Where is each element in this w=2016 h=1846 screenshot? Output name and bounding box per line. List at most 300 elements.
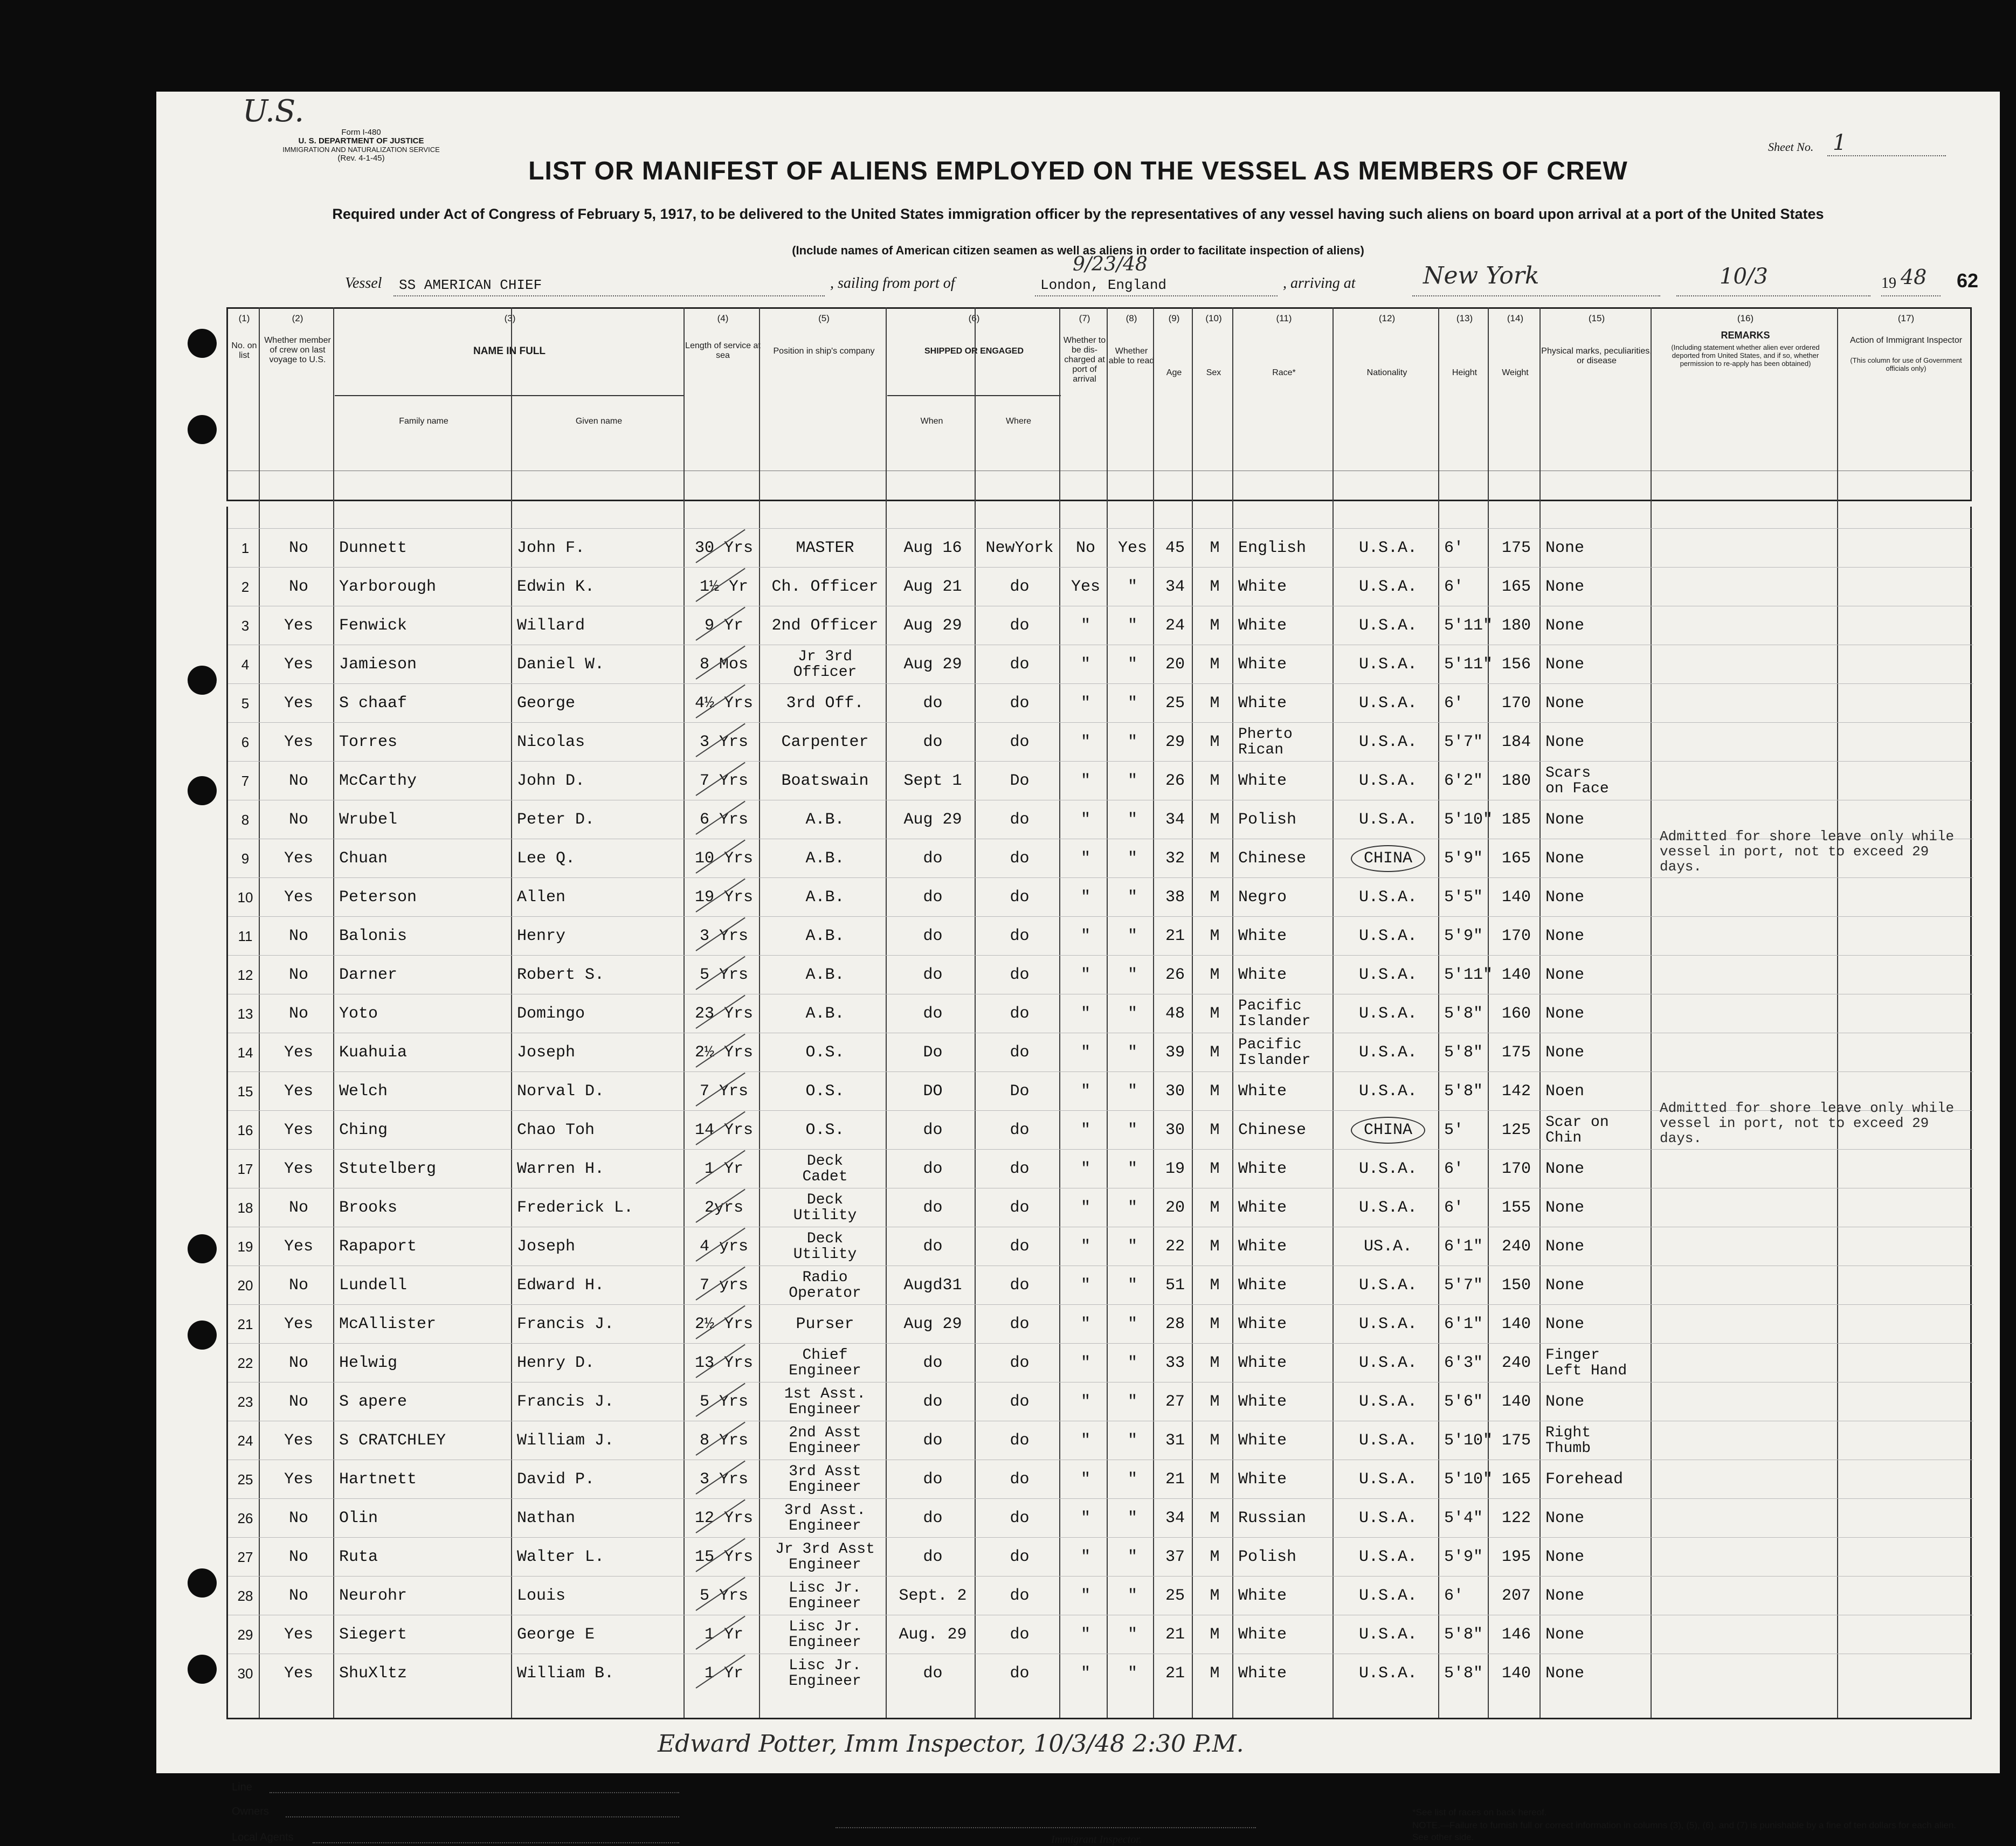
cell-no: 11	[238, 928, 253, 944]
arriving-label: , arriving at	[1283, 275, 1356, 292]
cell-marks-line: Finger	[1545, 1347, 1600, 1364]
cell-race-line: White	[1238, 1199, 1287, 1217]
cell-discharge: "	[1080, 927, 1090, 945]
header-rule	[887, 395, 1061, 396]
cell-given: Lee Q.	[517, 849, 576, 868]
cell-weight: 150	[1501, 1276, 1531, 1295]
cell-sex: M	[1210, 1432, 1220, 1450]
cell-height: 6'2"	[1444, 772, 1483, 790]
cell-weight: 185	[1501, 811, 1531, 829]
cell-race-line: White	[1238, 617, 1287, 635]
cell-when: do	[923, 1121, 943, 1139]
cell-length: 15 Yrs	[694, 1548, 754, 1566]
cell-read: "	[1127, 1626, 1137, 1644]
cell-when: Aug 21	[903, 578, 962, 596]
cell-height: 5'7"	[1444, 1276, 1483, 1295]
cell-length: 2½ Yrs	[694, 1315, 754, 1333]
cell-race-line: White	[1238, 1587, 1287, 1605]
cell-position	[765, 1188, 885, 1227]
cell-height: 5'8"	[1444, 1626, 1483, 1644]
cell-length: 6 Yrs	[699, 811, 748, 829]
cell-position	[765, 1421, 885, 1460]
cell-read: "	[1127, 1315, 1137, 1333]
cell-where: Do	[1010, 1082, 1030, 1101]
cell-discharge: "	[1080, 811, 1090, 829]
cell-race	[1238, 1460, 1332, 1499]
column-number: (11)	[1276, 313, 1292, 323]
table-row	[228, 761, 1973, 800]
cell-marks-line: Scars	[1545, 765, 1591, 782]
cell-race	[1238, 1072, 1332, 1111]
cell-weight: 195	[1501, 1548, 1531, 1566]
header-remarks: REMARKS	[1721, 330, 1770, 341]
cell-read: "	[1127, 1199, 1137, 1217]
cell-age: 21	[1165, 1470, 1185, 1489]
cell-length: 3 Yrs	[699, 927, 748, 945]
punch-hole	[188, 666, 217, 695]
table-row	[228, 955, 1973, 994]
table-row	[228, 1227, 1973, 1266]
cell-read: "	[1127, 1393, 1137, 1411]
cell-marks	[1545, 1305, 1650, 1344]
cell-nat: U.S.A.	[1358, 1509, 1418, 1527]
cell-discharge: "	[1080, 1121, 1090, 1139]
punch-hole	[188, 776, 217, 805]
cell-weight: 170	[1501, 1160, 1531, 1178]
cell-read: "	[1127, 811, 1137, 829]
cell-position-line: A.B.	[805, 927, 845, 945]
cell-nat: U.S.A.	[1358, 966, 1418, 984]
cell-sex: M	[1210, 655, 1220, 674]
cell-marks-line: None	[1545, 1626, 1585, 1644]
header-physical-marks: Physical marks, peculiarities, or disease	[1541, 347, 1652, 365]
cell-given: Henry	[517, 927, 566, 945]
cell-given: Joseph	[517, 1237, 576, 1256]
cell-position	[765, 723, 885, 762]
cell-position-line: MASTER	[796, 539, 854, 557]
cell-where: do	[1010, 1276, 1030, 1295]
cell-age: 48	[1165, 1005, 1185, 1023]
cell-nat: US.A.	[1363, 1237, 1412, 1256]
cell-race	[1238, 723, 1332, 762]
cell-marks-line: None	[1545, 733, 1585, 751]
cell-nat: U.S.A.	[1358, 1470, 1418, 1489]
cell-discharge: "	[1080, 1160, 1090, 1178]
cell-given: David P.	[517, 1470, 595, 1489]
cell-where: do	[1010, 1509, 1030, 1527]
cell-marks-line: Right	[1545, 1425, 1591, 1441]
table-row	[228, 916, 1973, 956]
circled-nationality: CHINA	[1351, 845, 1425, 872]
cell-sex: M	[1210, 1470, 1220, 1489]
cell-discharge: "	[1080, 1509, 1090, 1527]
cell-weight: 155	[1501, 1199, 1531, 1217]
cell-no: 24	[237, 1432, 253, 1449]
cell-race	[1238, 684, 1332, 723]
cell-marks	[1545, 645, 1650, 684]
cell-race	[1238, 1111, 1332, 1150]
cell-read: "	[1127, 1005, 1137, 1023]
punch-hole	[188, 1320, 217, 1350]
cell-race-line: Negro	[1238, 888, 1287, 907]
cell-age: 21	[1165, 1626, 1185, 1644]
cell-position	[765, 645, 885, 684]
table-row	[228, 1304, 1973, 1344]
punch-hole	[188, 329, 217, 358]
cell-age: 34	[1165, 1509, 1185, 1527]
cell-family: Ruta	[339, 1548, 378, 1566]
cell-when: Do	[923, 1043, 943, 1062]
cell-position-line: Carpenter	[781, 733, 869, 751]
cell-no: 8	[241, 811, 250, 828]
cell-sex: M	[1210, 1121, 1220, 1139]
cell-race-line: English	[1238, 539, 1307, 557]
cell-family: Siegert	[339, 1626, 408, 1644]
cell-race	[1238, 956, 1332, 994]
cell-length: 7 Yrs	[699, 1082, 748, 1101]
sail-port: London, England	[1040, 277, 1167, 293]
cell-race-line: White	[1238, 966, 1287, 984]
cell-discharge: "	[1080, 1626, 1090, 1644]
cell-age: 22	[1165, 1237, 1185, 1256]
cell-family: Helwig	[339, 1354, 398, 1372]
cell-nat: U.S.A.	[1358, 772, 1418, 790]
cell-height: 5'10"	[1444, 811, 1493, 829]
cell-position	[765, 1227, 885, 1266]
cell-nat: U.S.A.	[1358, 1354, 1418, 1372]
cell-no: 4	[241, 656, 250, 673]
cell-discharge: "	[1080, 1432, 1090, 1450]
cell-where: do	[1010, 1199, 1030, 1217]
cell-read: "	[1127, 1082, 1137, 1101]
cell-when: do	[923, 1354, 943, 1372]
cell-marks	[1545, 762, 1650, 800]
header-remarks-note: (Including statement whether alien ever ordered deported from United States, and if so, whether permission to re-apply has been obtained)	[1671, 343, 1820, 368]
cell-marks	[1545, 1654, 1650, 1693]
cell-member: No	[288, 1587, 308, 1605]
cell-family: Rapaport	[339, 1237, 417, 1256]
cell-height: 5'7"	[1444, 733, 1483, 751]
cell-weight: 180	[1501, 772, 1531, 790]
cell-marks-line: None	[1545, 927, 1585, 945]
cell-member: No	[288, 1354, 308, 1372]
cell-age: 38	[1165, 888, 1185, 907]
cell-given: Louis	[517, 1587, 566, 1605]
cell-when: DO	[923, 1082, 943, 1101]
cell-nat: U.S.A.	[1358, 1548, 1418, 1566]
manifest-subnote: (Include names of American citizen seamen as well as aliens in order to facilitate inspection of aliens)	[792, 244, 1364, 257]
cell-given: Warren H.	[517, 1160, 605, 1178]
cell-weight: 156	[1501, 655, 1531, 674]
page-number: 62	[1957, 269, 1979, 292]
cell-no: 1	[241, 540, 250, 556]
column-number: (13)	[1456, 313, 1473, 323]
cell-discharge: "	[1080, 1393, 1090, 1411]
cell-age: 28	[1165, 1315, 1185, 1333]
cell-given: Peter D.	[517, 811, 595, 829]
cell-where: do	[1010, 578, 1030, 596]
cell-family: Yoto	[339, 1005, 378, 1023]
cell-marks	[1545, 839, 1650, 878]
cell-sex: M	[1210, 1237, 1220, 1256]
cell-weight: 175	[1501, 1432, 1531, 1450]
cell-where: do	[1010, 1043, 1030, 1062]
cell-nat: U.S.A.	[1358, 1432, 1418, 1450]
cell-member: No	[288, 1005, 308, 1023]
cell-no: 17	[237, 1160, 253, 1177]
cell-sex: M	[1210, 694, 1220, 713]
cell-marks-line: None	[1545, 849, 1585, 868]
cell-position	[765, 1150, 885, 1188]
table-row	[228, 1421, 1973, 1460]
cell-read: "	[1127, 1160, 1137, 1178]
cell-position-line: Engineer	[789, 1634, 861, 1651]
cell-family: McCarthy	[339, 772, 417, 790]
cell-no: 26	[237, 1510, 253, 1526]
cell-position	[765, 839, 885, 878]
cell-position	[765, 1111, 885, 1150]
cell-given: John D.	[517, 772, 585, 790]
cell-sex: M	[1210, 1005, 1220, 1023]
cell-height: 6'1"	[1444, 1315, 1483, 1333]
cell-marks-line: Scar on	[1545, 1114, 1609, 1131]
column-number: (15)	[1588, 313, 1605, 323]
cell-discharge: "	[1080, 733, 1090, 751]
cell-member: Yes	[284, 1432, 313, 1450]
cell-family: Olin	[339, 1509, 378, 1527]
cell-position-line: 3rd Off.	[786, 694, 864, 713]
cell-family: Balonis	[339, 927, 408, 945]
cell-weight: 175	[1501, 539, 1531, 557]
cell-age: 51	[1165, 1276, 1185, 1295]
cell-age: 26	[1165, 772, 1185, 790]
cell-height: 5'11"	[1444, 617, 1493, 635]
cell-no: 13	[237, 1005, 253, 1022]
cell-marks-line: None	[1545, 811, 1585, 829]
cell-race	[1238, 1538, 1332, 1577]
cell-position	[765, 1460, 885, 1499]
cell-given: Norval D.	[517, 1082, 605, 1101]
column-number: (1)	[238, 313, 250, 323]
cell-member: Yes	[284, 1470, 313, 1489]
cell-when: do	[923, 1393, 943, 1411]
header-given-name: Given name	[575, 417, 623, 426]
cell-no: 6	[241, 734, 250, 750]
cell-height: 6'	[1444, 1587, 1464, 1605]
cell-height: 5'11"	[1444, 966, 1493, 984]
cell-when: do	[923, 849, 943, 868]
punch-hole	[188, 415, 217, 444]
cell-family: Wrubel	[339, 811, 398, 829]
cell-read: "	[1127, 888, 1137, 907]
cell-race-line: White	[1238, 1354, 1287, 1372]
cell-marks-line: None	[1545, 1548, 1585, 1566]
cell-marks	[1545, 917, 1650, 956]
cell-position	[765, 1499, 885, 1538]
cell-discharge: "	[1080, 1470, 1090, 1489]
cell-given: John F.	[517, 539, 585, 557]
cell-no: 21	[237, 1316, 253, 1332]
cell-height: 6'	[1444, 539, 1464, 557]
cell-read: "	[1127, 849, 1137, 868]
cell-discharge: "	[1080, 1199, 1090, 1217]
table-row	[228, 1188, 1973, 1227]
cell-where: do	[1010, 966, 1030, 984]
cell-race	[1238, 1150, 1332, 1188]
table-row	[228, 1654, 1973, 1693]
footer-inspector-label: Immigrant Inspector.	[1051, 1834, 1142, 1845]
cell-no: 27	[237, 1548, 253, 1565]
cell-race	[1238, 1499, 1332, 1538]
cell-age: 34	[1165, 811, 1185, 829]
form-number: Form I-480	[341, 128, 381, 137]
cell-position	[765, 1344, 885, 1382]
cell-position-line: A.B.	[805, 1005, 845, 1023]
cell-position	[765, 956, 885, 994]
table-row	[228, 1460, 1973, 1499]
cell-race	[1238, 994, 1332, 1033]
cell-no: 9	[241, 850, 250, 867]
cell-where: do	[1010, 617, 1030, 635]
table-row	[228, 683, 1973, 723]
cell-position-line: Engineer	[789, 1401, 861, 1418]
cell-read: "	[1127, 1509, 1137, 1527]
table-row	[228, 1498, 1973, 1538]
cell-marks	[1545, 1615, 1650, 1654]
cell-age: 19	[1165, 1160, 1185, 1178]
cell-length: 7 Yrs	[699, 772, 748, 790]
cell-position-line: Lisc Jr.	[789, 1580, 861, 1596]
cell-member: No	[288, 539, 308, 557]
cell-marks	[1545, 1150, 1650, 1188]
cell-length: 23 Yrs	[694, 1005, 754, 1023]
cell-nat: U.S.A.	[1358, 1393, 1418, 1411]
table-row	[228, 1382, 1973, 1421]
cell-where: do	[1010, 849, 1030, 868]
cell-discharge: "	[1080, 966, 1090, 984]
punch-hole	[188, 1655, 217, 1684]
cell-length: 14 Yrs	[694, 1121, 754, 1139]
cell-nat	[1338, 839, 1438, 878]
cell-no: 16	[237, 1122, 253, 1138]
cell-length: 1½ Yr	[699, 578, 748, 596]
cell-height: 5'8"	[1444, 1082, 1483, 1101]
cell-read: "	[1127, 733, 1137, 751]
cell-age: 27	[1165, 1393, 1185, 1411]
column-number: (8)	[1126, 313, 1137, 323]
cell-position-line: Engineer	[789, 1673, 861, 1690]
cell-position	[765, 529, 885, 568]
cell-discharge: "	[1080, 1315, 1090, 1333]
cell-age: 24	[1165, 617, 1185, 635]
cell-when: Sept 1	[903, 772, 962, 790]
cell-member: Yes	[284, 1043, 313, 1062]
footer-line-label: Line	[232, 1781, 252, 1793]
cell-when: do	[923, 694, 943, 713]
cell-race	[1238, 1344, 1332, 1382]
table-row	[228, 994, 1973, 1033]
cell-position-line: Cadet	[802, 1169, 848, 1185]
cell-sex: M	[1210, 927, 1220, 945]
cell-height: 5'	[1444, 1121, 1464, 1139]
cell-sex: M	[1210, 733, 1220, 751]
corner-note: U.S.	[243, 94, 305, 129]
cell-length: 10 Yrs	[694, 849, 754, 868]
cell-family: Stutelberg	[339, 1160, 437, 1178]
cell-race-line: Pacific	[1238, 998, 1302, 1014]
cell-member: No	[288, 1509, 308, 1527]
footer-owners-label: Owners	[232, 1806, 269, 1817]
cell-member: No	[288, 1276, 308, 1295]
cell-member: Yes	[284, 1121, 313, 1139]
cell-sex: M	[1210, 1199, 1220, 1217]
cell-age: 25	[1165, 1587, 1185, 1605]
cell-position-line: Radio	[802, 1269, 848, 1286]
header-shipped-engaged: SHIPPED OR ENGAGED	[924, 347, 1024, 356]
cell-position	[765, 1577, 885, 1615]
cell-when: Aug 29	[903, 617, 962, 635]
cell-race	[1238, 1421, 1332, 1460]
cell-where: do	[1010, 1548, 1030, 1566]
vessel-label: Vessel	[345, 275, 382, 292]
cell-length: 3 Yrs	[699, 733, 748, 751]
cell-member: Yes	[284, 617, 313, 635]
cell-discharge: "	[1080, 1005, 1090, 1023]
cell-marks-line: Noen	[1545, 1082, 1585, 1101]
cell-race-line: White	[1238, 927, 1287, 945]
cell-marks	[1545, 529, 1650, 568]
cell-read: "	[1127, 966, 1137, 984]
cell-read: "	[1127, 578, 1137, 596]
cell-height: 6'3"	[1444, 1354, 1483, 1372]
cell-sex: M	[1210, 1509, 1220, 1527]
cell-position-line: Deck	[806, 1153, 844, 1170]
cell-nat: U.S.A.	[1358, 1626, 1418, 1644]
cell-height: 5'9"	[1444, 849, 1483, 868]
cell-length: 5 Yrs	[699, 1393, 748, 1411]
column-number: (16)	[1737, 313, 1754, 323]
cell-nat: U.S.A.	[1358, 1664, 1418, 1683]
cell-given: Francis J.	[517, 1315, 615, 1333]
cell-discharge: "	[1080, 1354, 1090, 1372]
cell-nat: U.S.A.	[1358, 1276, 1418, 1295]
cell-read: "	[1127, 1432, 1137, 1450]
cell-where: do	[1010, 1664, 1030, 1683]
cell-length: 1 Yr	[704, 1626, 743, 1644]
cell-sex: M	[1210, 1626, 1220, 1644]
cell-where: do	[1010, 655, 1030, 674]
cell-when: Augd31	[903, 1276, 962, 1295]
cell-discharge: "	[1080, 772, 1090, 790]
cell-member: No	[288, 578, 308, 596]
cell-nat: U.S.A.	[1358, 694, 1418, 713]
cell-when: do	[923, 1470, 943, 1489]
cell-race	[1238, 645, 1332, 684]
cell-race	[1238, 606, 1332, 645]
cell-height: 5'8"	[1444, 1664, 1483, 1683]
cell-position	[765, 568, 885, 606]
cell-member: No	[288, 1548, 308, 1566]
cell-length: 2½ Yrs	[694, 1043, 754, 1062]
cell-height: 6'	[1444, 1199, 1464, 1217]
cell-race-line: White	[1238, 694, 1287, 713]
cell-weight: 140	[1501, 1393, 1531, 1411]
cell-given: Francis J.	[517, 1393, 615, 1411]
cell-position-line: Engineer	[789, 1557, 861, 1573]
cell-weight: 184	[1501, 733, 1531, 751]
cell-family: ShuXltz	[339, 1664, 408, 1683]
cell-marks-line: None	[1545, 1587, 1585, 1605]
